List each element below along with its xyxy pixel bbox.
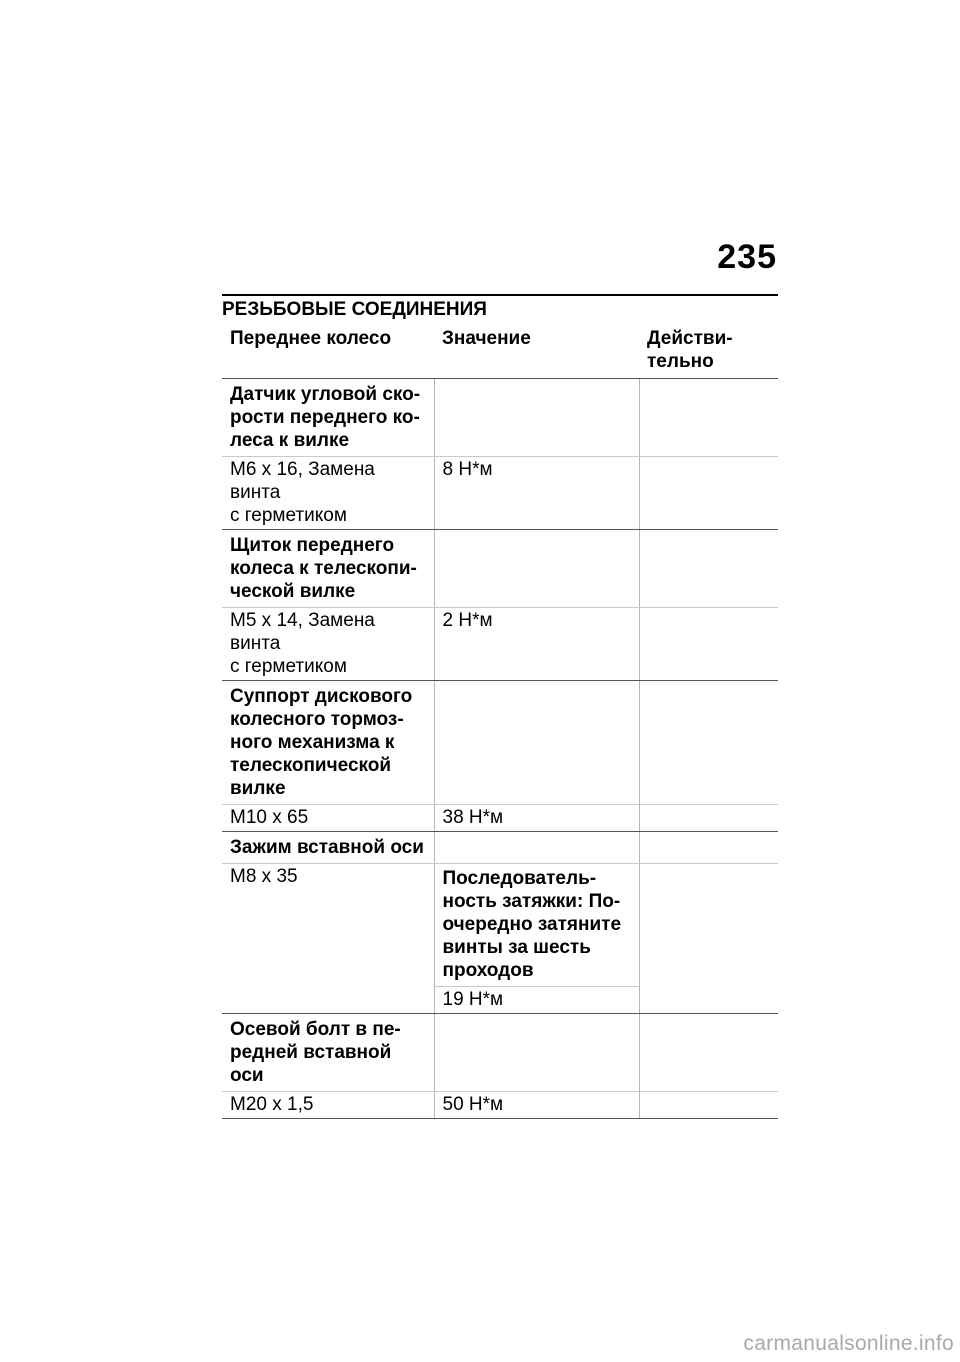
table-row <box>222 805 778 832</box>
page-number: 235 <box>717 238 777 276</box>
table-row <box>222 832 778 864</box>
torque-value: 2 Н*м <box>434 608 639 681</box>
torque-table <box>222 325 778 1119</box>
torque-value: 50 Н*м <box>434 1092 639 1119</box>
section-rule <box>222 294 778 296</box>
table-row <box>222 1014 778 1092</box>
group-name: Суппорт дискового колесного тормоз- ного механизма к телескопической вилке <box>222 681 434 805</box>
group-name: Щиток переднего колеса к телескопи- ческой вилке <box>222 530 434 608</box>
table-row <box>222 1092 778 1119</box>
table-row <box>222 681 778 805</box>
table-header-row <box>222 325 778 379</box>
table-row <box>222 608 778 681</box>
group-name: Осевой болт в пе- редней вставной оси <box>222 1014 434 1092</box>
header-value: Значение <box>434 325 639 379</box>
table-row <box>222 530 778 608</box>
threaded-connections-section <box>222 294 778 1119</box>
group-spec: M10 x 65 <box>222 805 434 832</box>
group-name: Датчик угловой ско- рости переднего ко- леса к вилке <box>222 379 434 457</box>
table-row <box>222 457 778 530</box>
torque-value: 38 Н*м <box>434 805 639 832</box>
tightening-sequence-note: Последователь- ность затяжки: По- очередно затяните винты за шесть проходов <box>434 864 639 987</box>
watermark: carmanualsonline.info <box>743 1332 954 1355</box>
torque-value: 19 Н*м <box>434 987 639 1014</box>
group-spec: M8 x 35 <box>222 864 434 1014</box>
torque-value: 8 Н*м <box>434 457 639 530</box>
group-name: Зажим вставной оси <box>222 832 434 864</box>
group-spec: M20 x 1,5 <box>222 1092 434 1119</box>
table-row <box>222 379 778 457</box>
header-front-wheel: Переднее колесо <box>222 325 434 379</box>
group-spec: M6 x 16, Замена винта с герметиком <box>222 457 434 530</box>
table-row <box>222 864 778 987</box>
section-title: РЕЗЬБОВЫЕ СОЕДИНЕНИЯ <box>222 299 487 320</box>
header-valid: Действи- тельно <box>639 325 778 379</box>
group-spec: M5 x 14, Замена винта с герметиком <box>222 608 434 681</box>
